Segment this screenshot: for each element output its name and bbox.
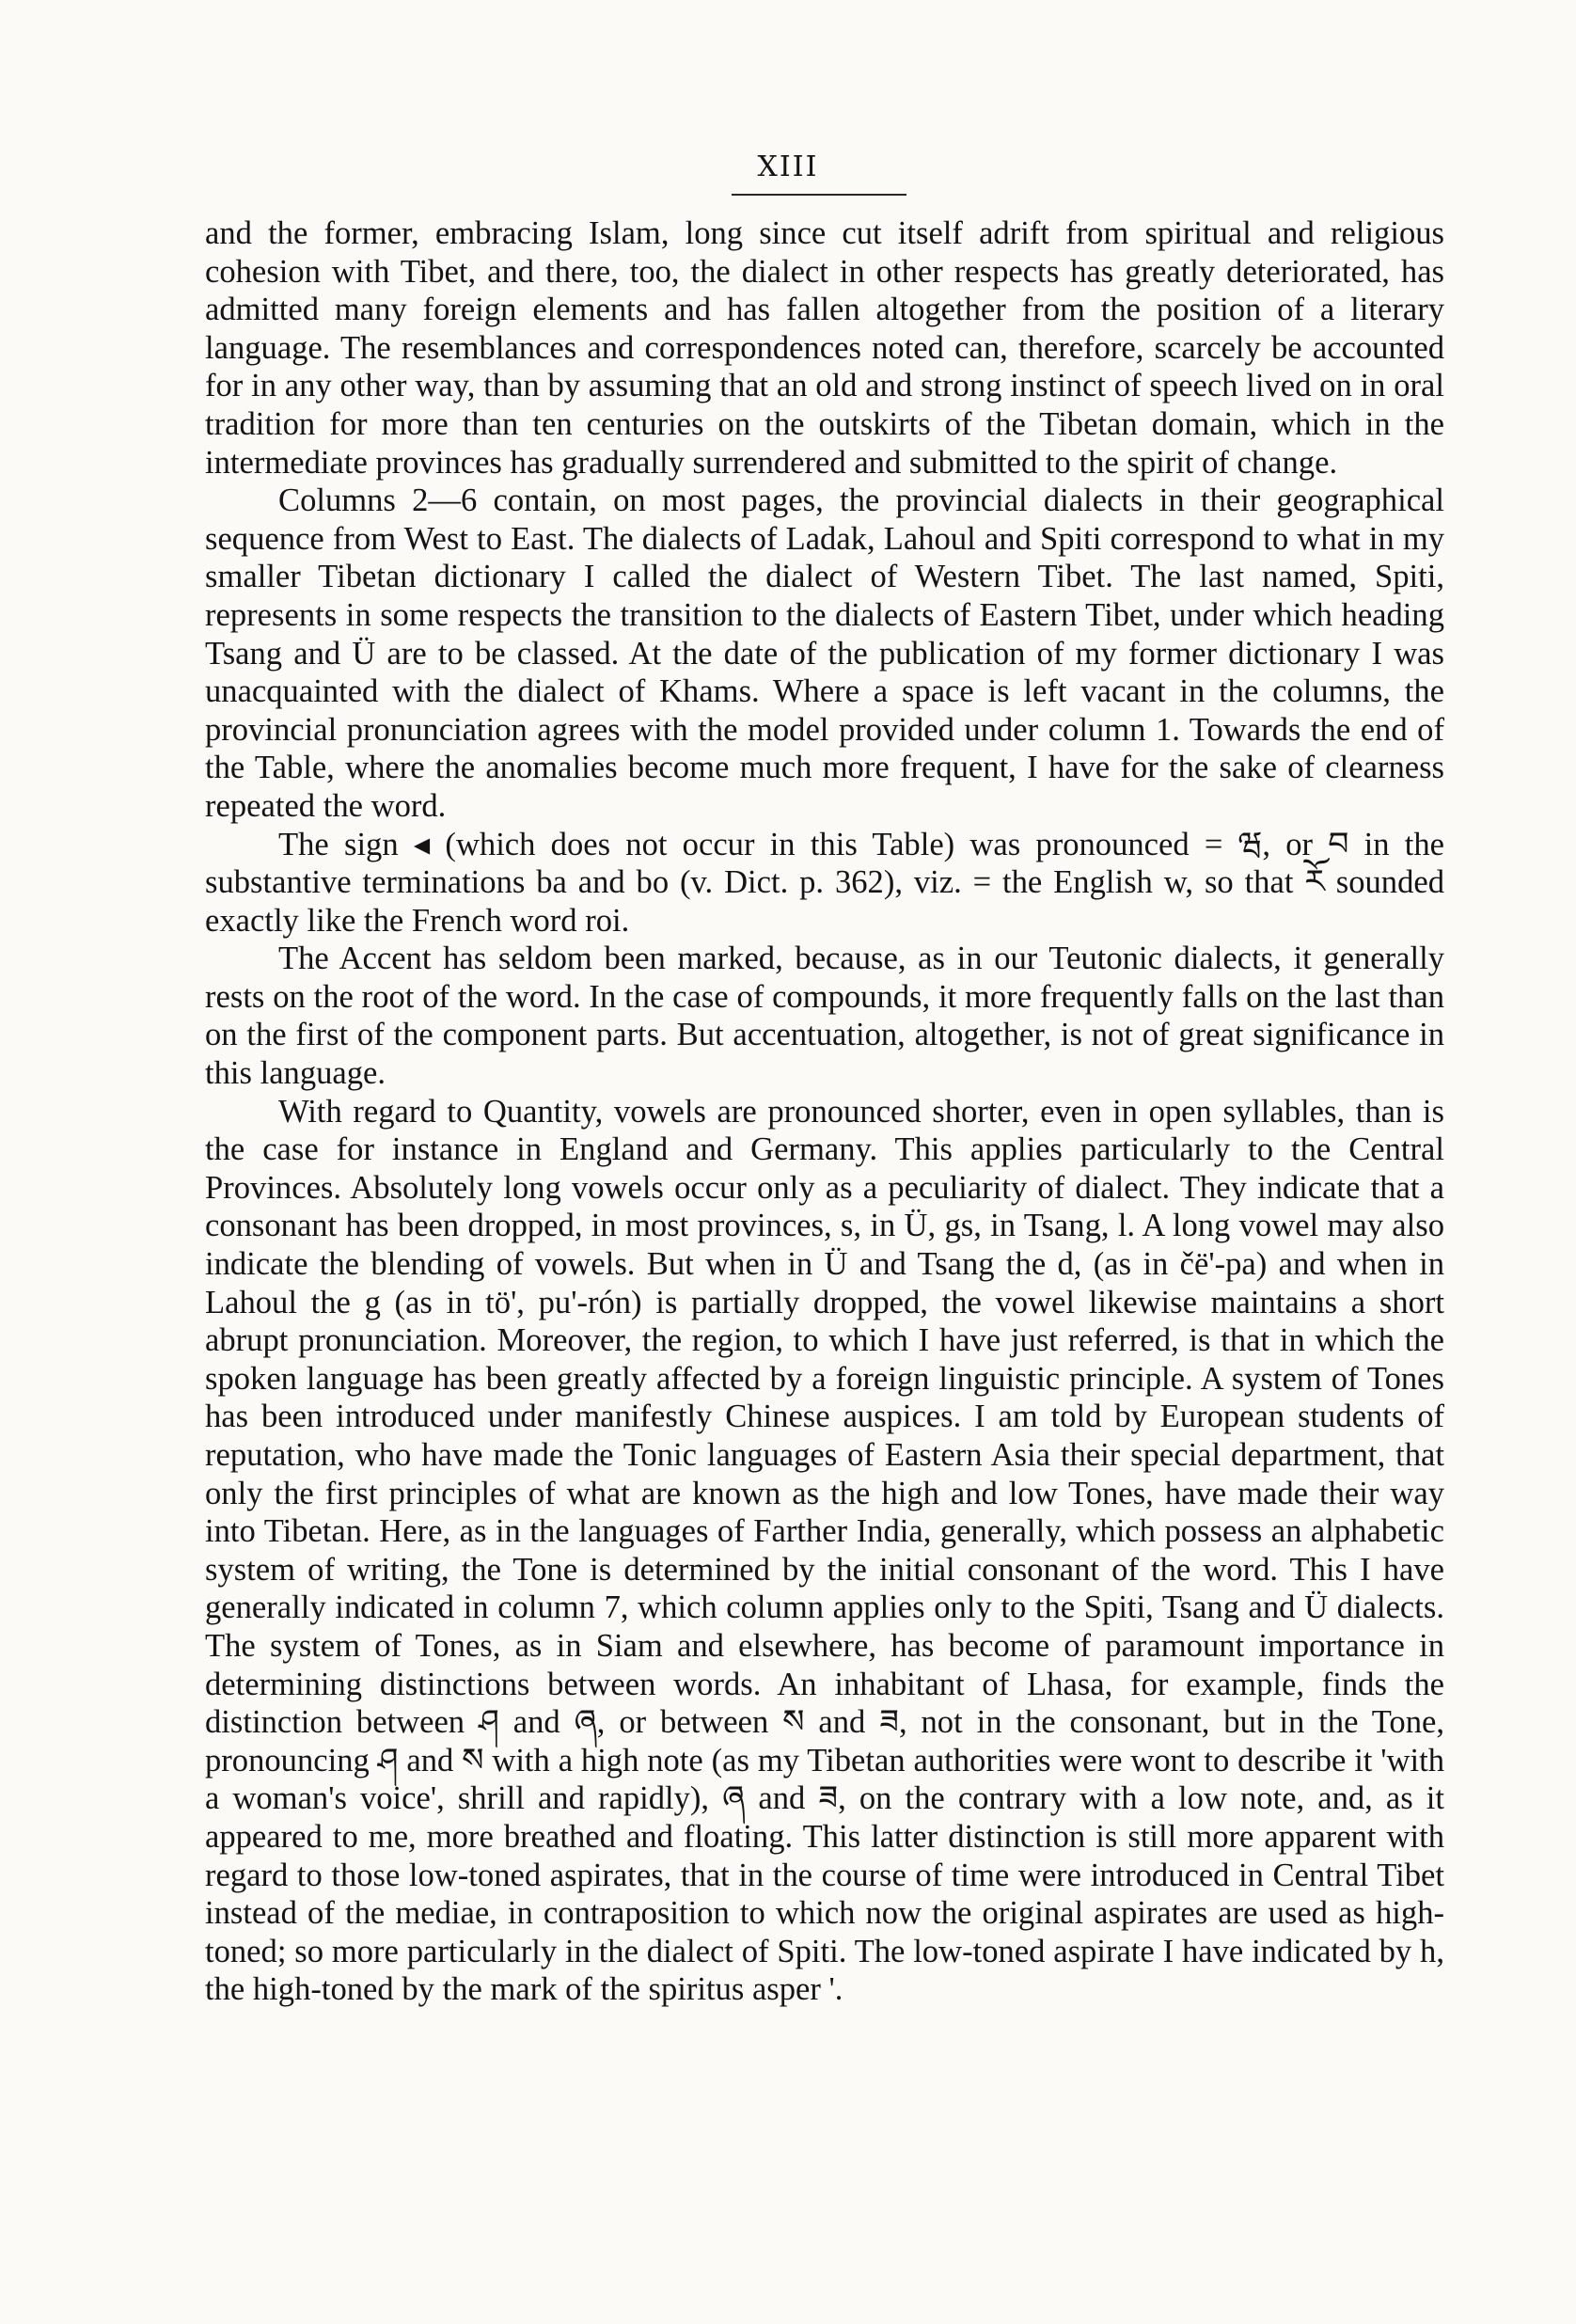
paragraph-1: and the former, embracing Islam, long since cut itself adrift from spiritual and religious cohesion with Tibet, and there, too, the dialect in other respects has greatly deteriorated, has admitted many foreign elements and has fallen altogether from the position of a literary language. The resemblances and correspondences noted can, therefore, scarcely be accounted for in any other way, than by assuming that an old and strong instinct of speech lived on in oral tradition for more than ten centuries on the outskirts of the Tibetan domain, which in the intermediate provinces has gradually surrendered and submitted to the spirit of change.	[205, 215, 1444, 481]
paragraph-3: The sign ◂ (which does not occur in this Table) was pronounced = ཝ, or བ in the substantive terminations ba and bo (v. Dict. p. 362), viz. = the English w, so that ཪོ sounded exactly like the French word roi.	[205, 826, 1444, 939]
page-number: XIII	[757, 150, 819, 183]
paragraph-5: With regard to Quantity, vowels are pronounced shorter, even in open syllables, than is the case for instance in England and Germany. This applies particularly to the Central Provinces. Absolutely long vowels occur only as a peculiarity of dialect. They indicate that a consonant has been dropped, in most provinces, s, in Ü, gs, in Tsang, l. A long vowel may also indicate the blending of vowels. But when in Ü and Tsang the d, (as in čё'-pa) and when in Lahoul the g (as in tö', pu'-rón) is partially dropped, the vowel likewise maintains a short abrupt pronunciation. Moreover, the region, to which I have just referred, is that in which the spoken language has been greatly affected by a foreign linguistic principle. A system of Tones has been introduced under manifestly Chinese auspices. I am told by European students of reputation, who have made the Tonic languages of Eastern Asia their special department, that only the first principles of what are known as the high and low Tones, have made their way into Tibetan. Here, as in the languages of Farther India, generally, which possess an alphabetic system of writing, the Tone is determined by the initial consonant of the word. This I have generally indicated in column 7, which column applies only to the Spiti, Tsang and Ü dialects. The system of Tones, as in Siam and elsewhere, has become of paramount importance in determining distinctions between words. An inhabitant of Lhasa, for example, finds the distinction between ཤ and ཞ, or between ས and ཟ, not in the consonant, but in the Tone, pronouncing ཤ and ས with a high note (as my Tibetan authorities were wont to describe it 'with a woman's voice', shrill and rapidly), ཞ and ཟ, on the contrary with a low note, and, as it appeared to me, more breathed and floating. This latter distinction is still more apparent with regard to those low-toned aspirates, that in the course of time were introduced in Central Tibet instead of the mediae, in contraposition to which now the original aspirates are used as high-toned; so more particularly in the dialect of Spiti. The low-toned aspirate I have indicated by h, the high-toned by the mark of the spiritus asper '.	[205, 1093, 1444, 2008]
paragraph-4: The Accent has seldom been marked, because, as in our Teutonic dialects, it generally rests on the root of the word. In the case of compounds, it more frequently falls on the last than on the first of the component parts. But accentuation, altogether, is not of great significance in this language.	[205, 941, 1444, 1092]
body-text	[205, 214, 1444, 2009]
header-rule	[732, 194, 906, 196]
paragraph-2: Columns 2—6 contain, on most pages, the provincial dialects in their geographical sequence from West to East. The dialects of Ladak, Lahoul and Spiti correspond to what in my smaller Tibetan dictionary I called the dialect of Western Tibet. The last named, Spiti, represents in some respects the transition to the dialects of Eastern Tibet, under which heading Tsang and Ü are to be classed. At the date of the publication of my former dictionary I was unacquainted with the dialect of Khams. Where a space is left vacant in the columns, the provincial pronunciation agrees with the model provided under column 1. Towards the end of the Table, where the anomalies become much more frequent, I have for the sake of clearness repeated the word.	[205, 482, 1444, 824]
